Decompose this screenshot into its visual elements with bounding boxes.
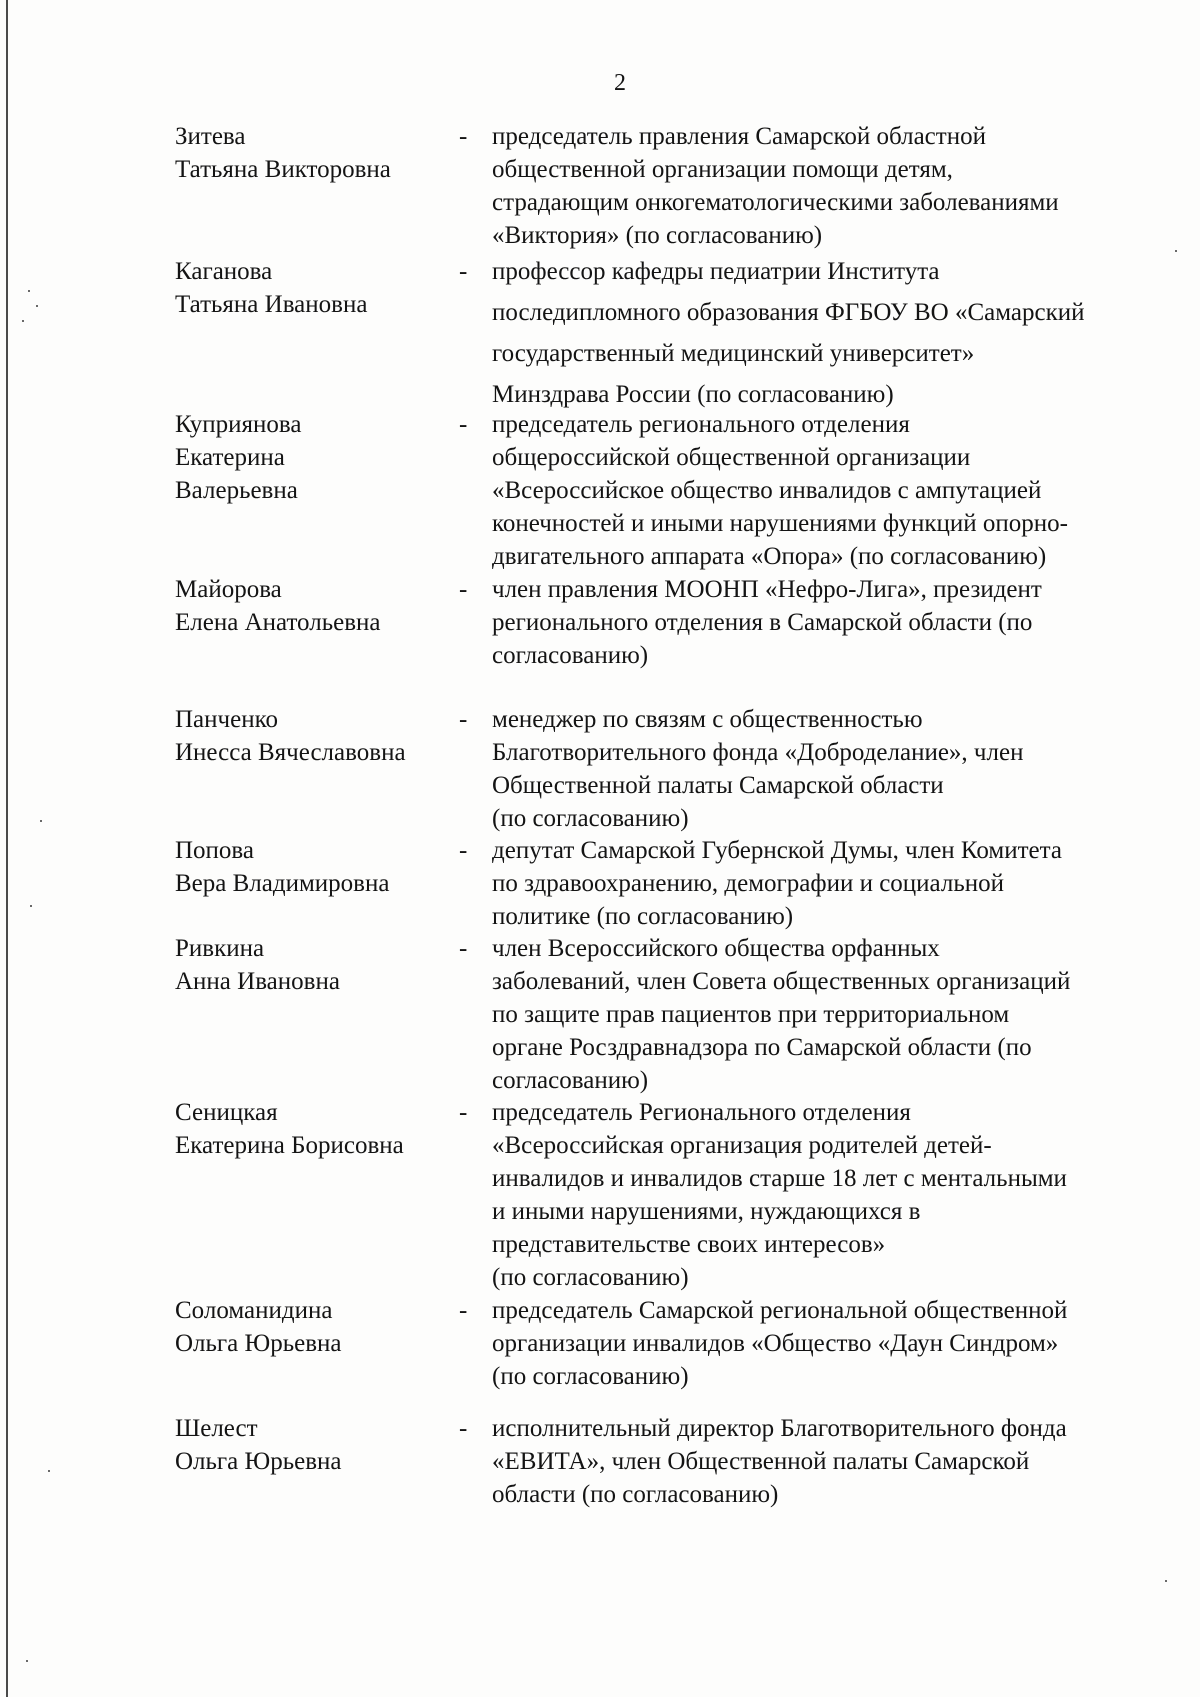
scan-speck (36, 305, 38, 307)
description-line: и иными нарушениями, нуждающихся в (492, 1198, 921, 1225)
name-line: Каганова (175, 258, 273, 285)
dash-separator: - (459, 123, 468, 150)
description-line: исполнительный директор Благотворительного фонда (492, 1415, 1067, 1442)
name-line: Соломанидина (175, 1297, 333, 1324)
dash-separator: - (459, 258, 468, 285)
description-line: страдающим онкогематологическими заболеваниями (492, 189, 1059, 216)
dash-separator: - (459, 576, 468, 603)
description-line: организации инвалидов «Общество «Даун Синдром» (492, 1330, 1059, 1357)
name-line: Елена Анатольевна (175, 609, 381, 636)
member-description (492, 1096, 1172, 1294)
name-line: Ольга Юрьевна (175, 1448, 342, 1475)
name-line: Шелест (175, 1415, 258, 1442)
member-name (175, 703, 468, 769)
description-line: член правления МООНП «Нефро-Лига», президент (492, 576, 1042, 603)
member-description (492, 408, 1172, 573)
description-line: «Виктория» (по согласованию) (492, 222, 823, 249)
name-line: Татьяна Ивановна (175, 291, 368, 318)
description-line: председатель Самарской региональной общественной (492, 1297, 1068, 1324)
member-name (175, 255, 468, 321)
description-line: председатель правления Самарской областной (492, 123, 986, 150)
dash-separator: - (459, 837, 468, 864)
dash-separator: - (459, 1099, 468, 1126)
description-line: депутат Самарской Губернской Думы, член Комитета (492, 837, 1062, 864)
name-line: Анна Ивановна (175, 968, 340, 995)
description-line: (по согласованию) (492, 1264, 689, 1291)
description-line: член Всероссийского общества орфанных (492, 935, 940, 962)
scan-speck (30, 905, 32, 907)
name-line: Попова (175, 837, 255, 864)
name-line: Вера Владимировна (175, 870, 390, 897)
description-line: «Всероссийская организация родителей детей- (492, 1132, 992, 1159)
name-line: Инесса Вячеславовна (175, 739, 406, 766)
scan-speck (1165, 1580, 1167, 1582)
dash-separator: - (459, 935, 468, 962)
member-description (492, 1412, 1172, 1511)
description-line: председатель Регионального отделения (492, 1099, 911, 1126)
description-line: профессор кафедры педиатрии Института (492, 258, 940, 285)
description-line: по здравоохранению, демографии и социальной (492, 870, 1005, 897)
member-name (175, 120, 468, 186)
name-line: Екатерина (175, 444, 285, 471)
name-line: Майорова (175, 576, 282, 603)
description-line: заболеваний, член Совета общественных организаций (492, 968, 1071, 995)
scan-speck (40, 820, 42, 822)
description-line: по защите прав пациентов при территориальном (492, 1001, 1010, 1028)
member-description (492, 120, 1172, 252)
description-line: председатель регионального отделения (492, 411, 910, 438)
description-line: «Всероссийское общество инвалидов с ампутацией (492, 477, 1042, 504)
member-name (175, 834, 468, 900)
member-description (492, 834, 1172, 933)
description-line: конечностей и иными нарушениями функций опорно- (492, 510, 1068, 537)
scan-speck (28, 290, 30, 292)
scan-left-edge (6, 0, 8, 1697)
description-line: согласованию) (492, 642, 649, 669)
description-line: государственный медицинский университет» (492, 340, 975, 367)
description-line: политике (по согласованию) (492, 903, 794, 930)
description-line: (по согласованию) (492, 805, 689, 832)
name-line: Валерьевна (175, 477, 298, 504)
member-name (175, 1294, 468, 1360)
description-line: (по согласованию) (492, 1363, 689, 1390)
description-line: «ЕВИТА», член Общественной палаты Самарской (492, 1448, 1030, 1475)
member-name (175, 408, 468, 507)
dash-separator: - (459, 411, 468, 438)
description-line: Благотворительного фонда «Доброделание», член (492, 739, 1024, 766)
member-description (492, 251, 1172, 415)
dash-separator: - (459, 1297, 468, 1324)
member-name (175, 1096, 468, 1162)
name-line: Ривкина (175, 935, 265, 962)
description-line: общественной организации помощи детям, (492, 156, 953, 183)
scan-speck (26, 1660, 28, 1662)
description-line: области (по согласованию) (492, 1481, 779, 1508)
description-line: Общественной палаты Самарской области (492, 772, 944, 799)
member-description (492, 703, 1172, 835)
description-line: регионального отделения в Самарской области (по (492, 609, 1033, 636)
scan-speck (48, 1470, 50, 1472)
page-number: 2 (614, 70, 626, 96)
dash-separator: - (459, 706, 468, 733)
description-line: органе Росздравнадзора по Самарской области (по (492, 1034, 1032, 1061)
description-line: согласованию) (492, 1067, 649, 1094)
description-line: менеджер по связям с общественностью (492, 706, 923, 733)
name-line: Екатерина Борисовна (175, 1132, 404, 1159)
description-line: представительстве своих интересов» (492, 1231, 886, 1258)
description-line: Минздрава России (по согласованию) (492, 381, 894, 408)
member-name (175, 1412, 468, 1478)
description-line: инвалидов и инвалидов старше 18 лет с ментальными (492, 1165, 1067, 1192)
member-description (492, 1294, 1172, 1393)
name-line: Куприянова (175, 411, 302, 438)
name-line: Зитева (175, 123, 246, 150)
name-line: Панченко (175, 706, 278, 733)
dash-separator: - (459, 1415, 468, 1442)
member-description (492, 573, 1172, 672)
name-line: Татьяна Викторовна (175, 156, 391, 183)
member-description (492, 932, 1172, 1097)
scan-speck (1175, 250, 1177, 252)
description-line: двигательного аппарата «Опора» (по согласованию) (492, 543, 1047, 570)
description-line: последипломного образования ФГБОУ ВО «Самарский (492, 299, 1085, 326)
member-name (175, 932, 468, 998)
member-name (175, 573, 468, 639)
name-line: Сеницкая (175, 1099, 278, 1126)
description-line: общероссийской общественной организации (492, 444, 971, 471)
name-line: Ольга Юрьевна (175, 1330, 342, 1357)
scan-speck (22, 320, 24, 322)
